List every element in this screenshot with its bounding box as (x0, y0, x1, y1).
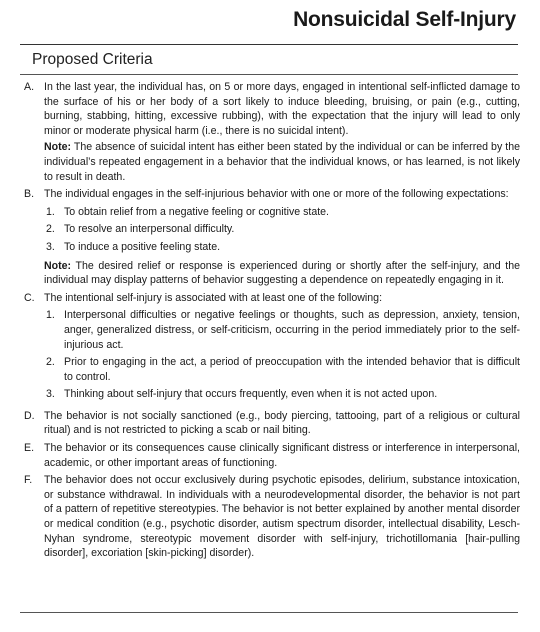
list-item-number: 2. (46, 223, 55, 236)
list-item-text: Thinking about self-injury that occurs frequently, even when it is not acted upon. (64, 388, 438, 401)
title-rule (20, 44, 518, 45)
list-item-text: Prior to engaging in the act, a period of preoccupation with the intended behavior that is difficult to control. (64, 356, 520, 383)
criterion-letter: A. (24, 81, 35, 93)
list-item (44, 205, 520, 220)
criterion-letter: E. (24, 442, 35, 455)
list-item (44, 240, 520, 255)
list-item-number: 3. (46, 388, 55, 401)
criterion-body (44, 80, 520, 184)
criterion-text: The individual engages in the self-injurious behavior with one or more of the following expectations: (44, 188, 509, 201)
note-label: Note: (44, 259, 72, 272)
criterion-text: The intentional self-injury is associated with at least one of the following: (44, 291, 383, 304)
criterion-note (44, 140, 520, 184)
list-item-number: 2. (46, 356, 55, 369)
criteria-list (24, 80, 520, 561)
criterion-letter: D. (24, 409, 35, 422)
criterion-body (44, 291, 520, 406)
criterion-a (24, 80, 520, 184)
note-text: The desired relief or response is experienced during or shortly after the self-injury, and the individual may display patterns of behavior suggesting a dependence on repeatedly engaging in it. (44, 259, 520, 287)
list-item-text: To obtain relief from a negative feeling or cognitive state. (64, 205, 329, 218)
sub-list (44, 205, 520, 255)
criterion-b (24, 187, 520, 288)
section-heading: Proposed Criteria (32, 51, 153, 68)
list-item (44, 387, 520, 402)
list-item (44, 222, 520, 237)
list-item-number: 1. (46, 205, 55, 218)
criterion-letter: F. (24, 474, 33, 487)
page-title: Nonsuicidal Self-Injury (293, 8, 516, 31)
list-item-text: To resolve an interpersonal difficulty. (64, 223, 235, 236)
criterion-letter: B. (24, 188, 35, 201)
criterion-e (24, 441, 520, 470)
list-item-number: 1. (46, 309, 55, 322)
criterion-text: The behavior is not socially sanctioned (e.g., body piercing, tattooing, part of a religious or cultural ritual) and is not restricted to picking a scab or nail biting. (44, 409, 520, 437)
list-item (44, 355, 520, 384)
criterion-c (24, 291, 520, 406)
section-rule (20, 74, 518, 75)
criterion-body (44, 187, 520, 288)
criterion-text: In the last year, the individual has, on 5 or more days, engaged in intentional self-inflicted damage to the surface of his or her body of a sort likely to induce bleeding, bruising, or pain (e.g., cutting, burning, stabbing, hitting, excessive rubbing), with the expectation that the injury will lead to only minor or moderate physical harm (i.e., there is no suicidal intent). (44, 81, 520, 137)
list-item-number: 3. (46, 240, 55, 253)
criterion-letter: C. (24, 291, 35, 304)
list-item (44, 308, 520, 352)
sub-list (44, 308, 520, 402)
criterion-note (44, 259, 520, 288)
criterion-text: The behavior does not occur exclusively during psychotic episodes, delirium, substance intoxication, or substance withdrawal. In individuals with a neurodevelopmental disorder, the behavior is not part of a pattern of repetitive stereotypies. The behavior is not better explained by another mental disorder or medical condition (e.g., psychotic disorder, autism spectrum disorder, intellectual disability, Lesch-Nyhan syndrome, stereotypic movement disorder with self-injury, trichotillomania [hair-pulling disorder], excoriation [skin-picking] disorder). (44, 474, 520, 560)
list-item-text: Interpersonal difficulties or negative feelings or thoughts, such as depression, anxiety, tension, anger, generalized distress, or self-criticism, occurring in the period immediately prior to the self-injurious act. (64, 309, 520, 351)
criterion-f (24, 473, 520, 561)
criterion-d (24, 409, 520, 438)
note-text: The absence of suicidal intent has either been stated by the individual or can be inferred by the individual’s repeated engagement in a behavior that the individual knows, or has learned, is not likely to result in death. (44, 141, 520, 183)
criterion-text: The behavior or its consequences cause clinically significant distress or interference in interpersonal, academic, or other important areas of functioning. (44, 442, 520, 469)
note-label: Note: (44, 141, 72, 154)
list-item-text: To induce a positive feeling state. (64, 240, 221, 253)
bottom-rule (20, 612, 518, 613)
